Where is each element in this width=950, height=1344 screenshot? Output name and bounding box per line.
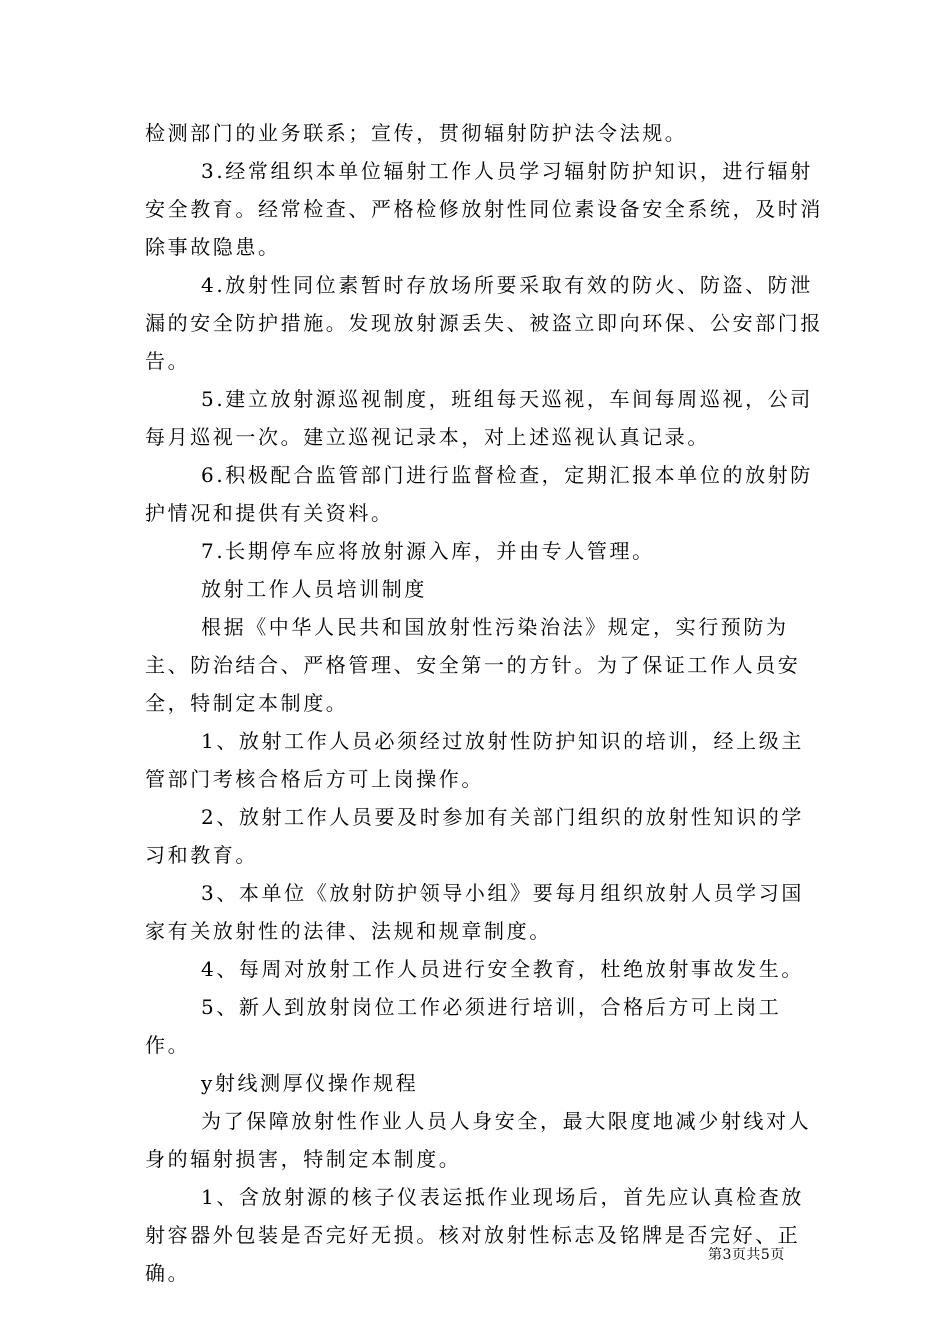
section-heading-training: 放射工作人员培训制度: [201, 577, 427, 601]
page-number: 第3页共5页: [708, 1247, 785, 1263]
document-body: [145, 114, 825, 1292]
paragraph-item-3: 3.经常组织本单位辐射工作人员学习辐射防护知识，进行辐射安全教育。经常检查、严格检修放射性同位素设备安全系统，及时消除事故隐患。: [145, 159, 823, 259]
paragraph-item-7: 7.长期停车应将放射源入库，并由专人管理。: [201, 539, 655, 563]
paragraph-training-2: 2、放射工作人员要及时参加有关部门组织的放射性知识的学习和教育。: [145, 805, 804, 867]
paragraph-item-5: 5.建立放射源巡视制度，班组每天巡视，车间每周巡视，公司每月巡视一次。建立巡视记录本，对上述巡视认真记录。: [145, 387, 813, 449]
paragraph-training-1: 1、放射工作人员必须经过放射性防护知识的培训，经上级主管部门考核合格后方可上岗操作。: [145, 729, 804, 791]
paragraph-training-intro: 根据《中华人民共和国放射性污染治法》规定，实行预防为主、防治结合、严格管理、安全第一的方针。为了保证工作人员安全，特制定本制度。: [145, 615, 801, 715]
paragraph-training-4: 4、每周对放射工作人员进行安全教育，杜绝放射事故发生。: [201, 957, 804, 981]
paragraph-training-3: 3、本单位《放射防护领导小组》要每月组织放射人员学习国家有关放射性的法律、法规和规章制度。: [145, 881, 804, 943]
section-heading-gauge: y射线测厚仪操作规程: [201, 1071, 419, 1095]
paragraph-gauge-1: 1、含放射源的核子仪表运抵作业现场后，首先应认真检查放射容器外包装是否完好无损。核对放射性标志及铭牌是否完好、正确。: [145, 1185, 804, 1285]
paragraph-item-4: 4.放射性同位素暂时存放场所要采取有效的防火、防盗、防泄漏的安全防护措施。发现放射源丢失、被盗立即向环保、公安部门报告。: [145, 273, 823, 373]
paragraph-item-6: 6.积极配合监管部门进行监督检查，定期汇报本单位的放射防护情况和提供有关资料。: [145, 463, 813, 525]
paragraph-gauge-intro: 为了保障放射性作业人员人身安全，最大限度地减少射线对人身的辐射损害，特制定本制度。: [145, 1109, 812, 1171]
paragraph-continuation: 检测部门的业务联系；宣传，贯彻辐射防护法令法规。: [145, 121, 688, 145]
paragraph-training-5: 5、新人到放射岗位工作必须进行培训，合格后方可上岗工作。: [145, 995, 782, 1057]
